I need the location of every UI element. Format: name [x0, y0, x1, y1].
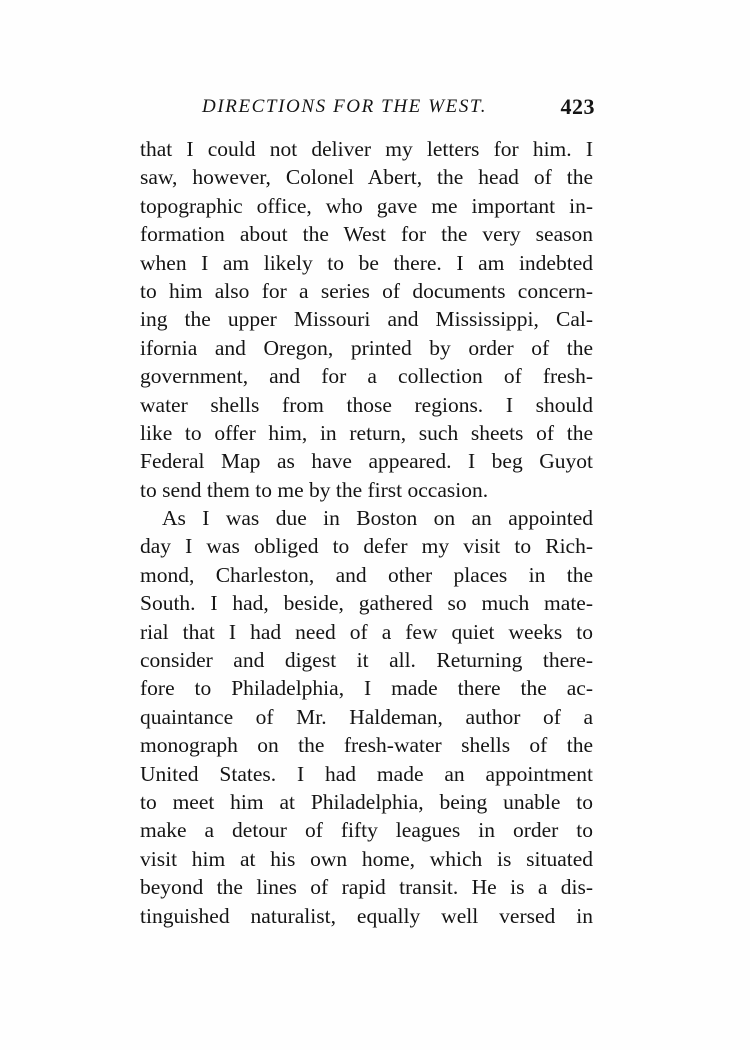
- text-line: monograph on the fresh-water shells of the: [140, 733, 593, 758]
- text-line: to meet him at Philadelphia, being unable to: [140, 789, 593, 814]
- running-head: [140, 92, 595, 122]
- text-line: to him also for a series of documents concern-: [140, 278, 593, 303]
- text-line: ifornia and Oregon, printed by order of the: [140, 335, 593, 360]
- text-line: water shells from those regions. I should: [140, 392, 593, 417]
- paragraph-1: [140, 135, 593, 504]
- text-line: like to offer him, in return, such sheets of the: [140, 420, 593, 445]
- text-line: beyond the lines of rapid transit. He is a dis-: [140, 875, 593, 900]
- text-line: visit him at his own home, which is situated: [140, 846, 593, 871]
- text-line: to send them to me by the first occasion.: [140, 477, 489, 502]
- text-line: South. I had, beside, gathered so much mate-: [140, 591, 593, 616]
- text-line: rial that I had need of a few quiet weeks to: [140, 619, 593, 644]
- text-line: formation about the West for the very season: [140, 222, 593, 247]
- page-number: 423: [560, 94, 595, 119]
- text-line: tinguished naturalist, equally well versed in: [140, 903, 593, 928]
- text-line: Federal Map as have appeared. I beg Guyot: [140, 449, 593, 474]
- text-line: topographic office, who gave me important in-: [140, 193, 593, 218]
- text-line: fore to Philadelphia, I made there the ac-: [140, 676, 593, 701]
- text-line: day I was obliged to defer my visit to Rich-: [140, 534, 593, 559]
- text-line: mond, Charleston, and other places in the: [140, 562, 593, 587]
- text-line: that I could not deliver my letters for him. I: [140, 137, 593, 161]
- text-line: consider and digest it all. Returning there-: [140, 648, 593, 673]
- text-line: ing the upper Missouri and Mississippi, Cal-: [140, 307, 593, 332]
- text-line: government, and for a collection of fresh-: [140, 364, 593, 389]
- text-line: when I am likely to be there. I am indebted: [140, 250, 593, 275]
- text-line: quaintance of Mr. Haldeman, author of a: [140, 704, 593, 729]
- text-line: make a detour of fifty leagues in order to: [140, 818, 593, 843]
- text-line: United States. I had made an appointment: [140, 761, 593, 786]
- running-title: DIRECTIONS FOR THE WEST.: [202, 96, 488, 117]
- body-text: [140, 135, 593, 930]
- text-line: As I was due in Boston on an appointed: [162, 506, 593, 531]
- text-line: saw, however, Colonel Abert, the head of the: [140, 165, 593, 190]
- paragraph-2: [140, 504, 593, 930]
